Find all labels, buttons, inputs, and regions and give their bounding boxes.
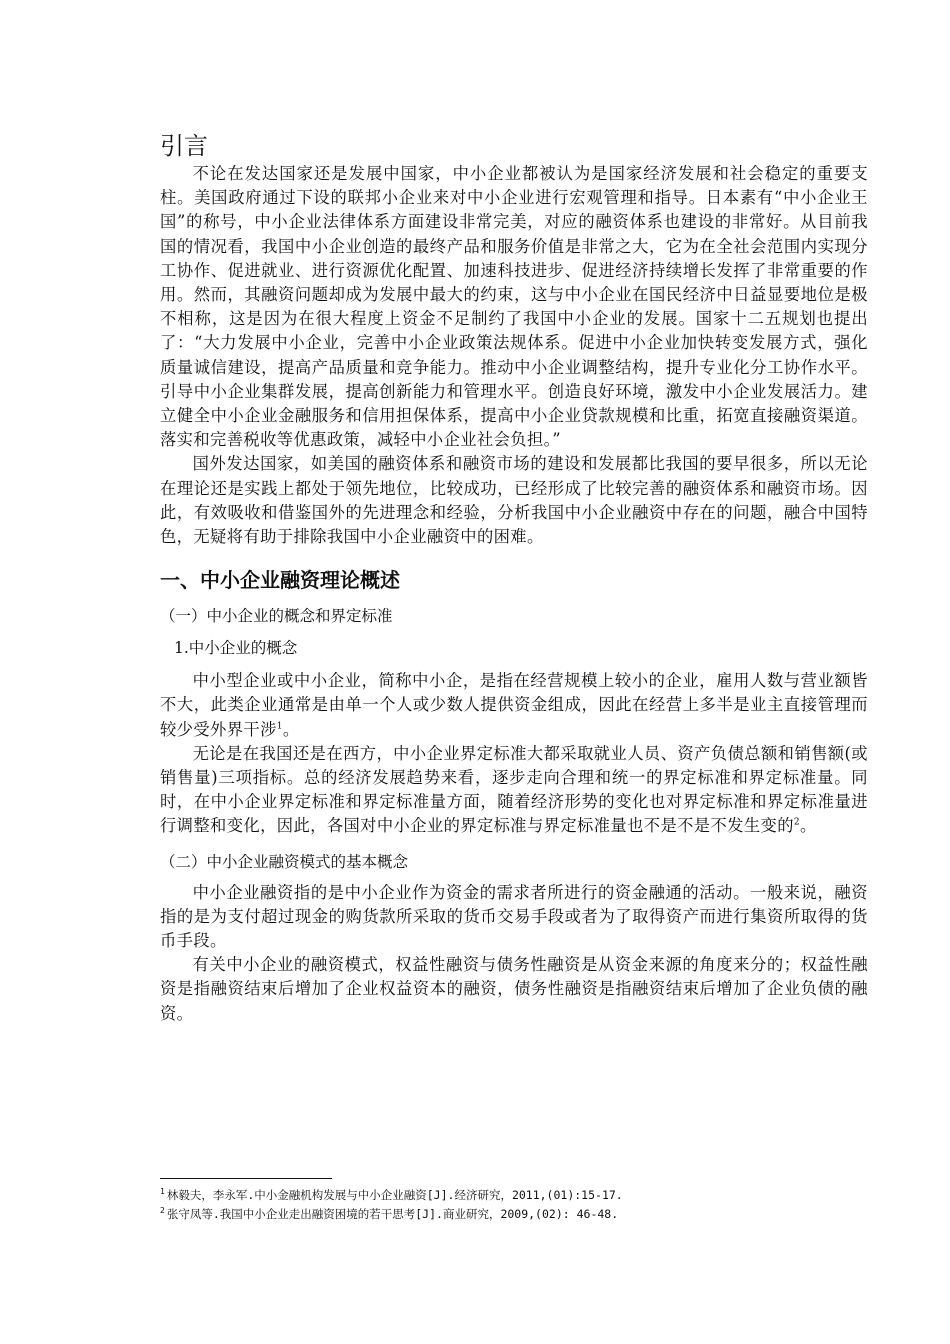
intro-paragraph-1: 不论在发达国家还是发展中国家，中小企业都被认为是国家经济发展和社会稳定的重要支柱。美国政府通过下设的联邦小企业来对中小企业进行宏观管理和指导。日本素有“中小企业王国”的称号，中小企业法律体系方面建设非常完美，对应的融资体系也建设的非常好。从目前我国的情况看，我国中小企业创造的最终产品和服务价值是非常之大，它为在全社会范围内实现分工协作、促进就业、进行资源优化配置、加速科技进步、促进经济持续增长发挥了非常重要的作用。然而，其融资问题却成为发展中最大的约束，这与中小企业在国民经济中日益显要地位是极不相称，这是因为在很大程度上资金不足制约了我国中小企业的发展。国家十二五规划也提出了：“大力发展中小企业，完善中小企业政策法规体系。促进中小企业加快转变发展方式，强化质量诚信建设，提高产品质量和竞争能力。推动中小企业调整结构，提升专业化分工协作水平。引导中小企业集群发展，提高创新能力和管理水平。创造良好环境，激发中小企业发展活力。建立健全中小企业金融服务和信用担保体系，提高中小企业贷款规模和比重，拓宽直接融资渠道。落实和完善税收等优惠政策，减轻中小企业社会负担。” <box>160 164 868 450</box>
section-1-paragraph-2-end: 。 <box>800 816 817 836</box>
footnote-ref-2[interactable]: 2 <box>793 818 801 829</box>
footnote-ref-1[interactable]: 1 <box>276 721 283 732</box>
footnote-1 <box>160 1184 868 1203</box>
section-2-heading: （二）中小企业融资模式的基本概念 <box>160 852 409 871</box>
section-1-paragraph-1-end: 。 <box>282 719 300 739</box>
intro-paragraph-2: 国外发达国家，如美国的融资体系和融资市场的建设和发展都比我国的要早很多，所以无论在理论还是实践上都处于领先地位，比较成功，已经形成了比较完善的融资体系和融资市场。因此，有效吸收和借鉴国外的先进理念和经验，分析我国中小企业融资中存在的问题，融合中国特色，无疑将有助于排除我国中小企业融资中的困难。 <box>160 454 868 547</box>
footnote-2 <box>160 1203 868 1222</box>
page-body <box>160 130 868 1026</box>
section-1-heading: （一）中小企业的概念和界定标准 <box>160 607 393 626</box>
section-1-paragraph-2-text: 无论是在我国还是在西方，中小企业界定标准大都采取就业人员、资产负债总额和销售额(或销售量)三项指标。总的经济发展趋势来看，逐步走向合理和统一的界定标准和界定标准量。同时，在中小企业界定标准和界定标准量方面，随着经济形势的变化也对界定标准和界定标准量进行调整和变化，因此，各国对中小企业的界定标准与界定标准量也不是不是不发生变的 <box>160 743 868 836</box>
footnote-2-mark: 2 <box>160 1205 165 1215</box>
section-1-paragraph-1 <box>160 669 868 742</box>
section-2-paragraph-2: 有关中小企业的融资模式，权益性融资与债务性融资是从资金来源的角度来分的；权益性融资是指融资结束后增加了企业权益资本的融资，债务性融资是指融资结束后增加了企业负债的融资。 <box>160 955 868 1023</box>
footnote-1-text: 林毅夫，李永军.中小金融机构发展与中小企业融资[J].经济研究，2011,(01):15-17. <box>166 1187 623 1202</box>
chapter-1-heading: 一、中小企业融资理论概述 <box>160 568 400 593</box>
footnotes <box>160 1178 868 1222</box>
section-1-paragraph-1-text: 中小型企业或中小企业，简称中小企，是指在经营规模上较小的企业，雇用人数与营业额皆不大，此类企业通常是由单一个人或少数人提供资金组成，因此在经营上多半是业主直接管理而较少受外界干涉 <box>160 671 868 739</box>
footnote-1-mark: 1 <box>160 1187 165 1196</box>
subsection-1-heading: 1.中小企业的概念 <box>174 639 298 658</box>
footnote-divider <box>160 1178 332 1179</box>
section-2-paragraph-1: 中小企业融资指的是中小企业作为资金的需求者所进行的资金融通的活动。一般来说，融资指的是为支付超过现金的购货款所采取的货币交易手段或者为了取得资产而进行集资所取得的货币手段。 <box>160 882 868 951</box>
footnote-2-text: 张守凤等.我国中小企业走出融资困境的若干思考[J].商业研究，2009,(02): 46-48. <box>166 1206 619 1221</box>
section-1-paragraph-2 <box>160 742 868 839</box>
intro-heading: 引言 <box>160 132 208 160</box>
